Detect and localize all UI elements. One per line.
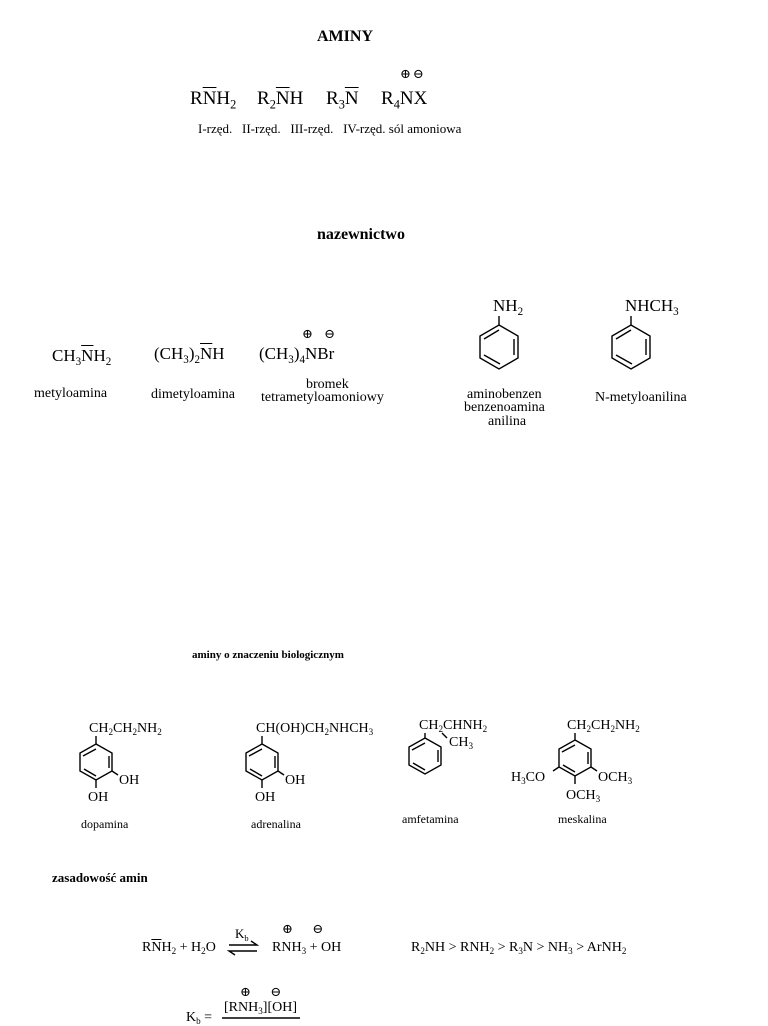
formula-quaternary: $R_4NX$ — [381, 88, 428, 112]
name-aniline-1: aminobenzen — [467, 387, 542, 402]
kb-numerator: $[RNH_3][OH]$ — [224, 1000, 297, 1017]
name-mescaline: meskalina — [558, 812, 607, 826]
adrenaline-oh-para: OH — [255, 790, 276, 805]
name-aniline-2: benzenoamina — [464, 400, 545, 415]
page-title: AMINY — [317, 28, 373, 45]
section-heading-nomenclature: nazewnictwo — [317, 226, 405, 243]
quaternary-charges: ⊕⊖ — [400, 66, 426, 81]
formula-primary: $R\overline{N}H_2$ — [190, 88, 237, 112]
mescaline-methoxy-left: $H_3CO$ — [511, 770, 546, 787]
formula-dimethylamine: $(CH_3)_2\overline{N}H$ — [154, 344, 225, 366]
mescaline-methoxy-right: $OCH_3$ — [598, 770, 633, 787]
adrenaline-chain: $CH(OH)CH_2NHCH_3$ — [256, 721, 374, 738]
equilibrium-lhs: $R\overline{N}H_2 + H_2O$ — [142, 940, 216, 957]
dopamine-oh-para: OH — [88, 790, 109, 805]
amphetamine-methyl: $CH_3$ — [449, 735, 473, 752]
methylaniline-substituent: $NHCH_3$ — [625, 296, 679, 318]
name-dimethylamine: dimetyloamina — [151, 387, 235, 402]
dopamine-oh-meta: OH — [119, 773, 140, 788]
kb-symbol: $K_b$ = — [186, 1010, 213, 1026]
mescaline-chain: $CH_2CH_2NH_2$ — [567, 718, 640, 735]
name-salt-line1: bromek — [306, 377, 349, 392]
name-dopamine: dopamina — [81, 817, 129, 831]
formula-methylamine: $CH_3\overline{N}H_2$ — [52, 346, 112, 368]
aniline-substituent: $NH_2$ — [493, 296, 524, 318]
equilibrium-rhs-charges: ⊕ ⊖ — [282, 921, 324, 936]
dopamine-chain: $CH_2CH_2NH_2$ — [89, 721, 162, 738]
equilibrium-rhs: $RNH_3$ + OH — [272, 940, 342, 957]
formula-secondary: $R_2\overline{N}H$ — [257, 88, 304, 112]
formula-tertiary: $R_3\overline{N}$ — [326, 88, 359, 112]
class-labels: I-rzęd. II-rzęd. III-rzęd. IV-rzęd. sól amoniowa — [198, 121, 462, 136]
section-heading-basicity: zasadowość amin — [52, 870, 148, 885]
name-methylaniline: N-metyloanilina — [595, 390, 687, 405]
section-heading-biological: aminy o znaczeniu biologicznym — [192, 649, 344, 661]
formula-tetramethylammonium-bromide: $(CH_3)_4NBr$ — [259, 344, 335, 366]
salt-charges: ⊕ ⊖ — [302, 326, 340, 341]
basicity-order: $R_2NH > RNH_2 > R_3N > NH_3$ > ArNH$_2$ — [411, 940, 627, 957]
name-adrenaline: adrenalina — [251, 817, 301, 831]
name-amphetamine: amfetamina — [402, 812, 459, 826]
kb-numerator-charges: ⊕ ⊖ — [240, 984, 282, 999]
name-methylamine: metyloamina — [34, 386, 108, 401]
adrenaline-oh-meta: OH — [285, 773, 306, 788]
amphetamine-chain: $CH_2CHNH_2$ — [419, 718, 488, 735]
mescaline-methoxy-bottom: $OCH_3$ — [566, 788, 601, 805]
name-aniline-3: anilina — [488, 414, 527, 429]
kb-arrow-label: $K_b$ — [235, 926, 249, 943]
name-salt-line2: tetrametyloamoniowy — [261, 390, 384, 405]
